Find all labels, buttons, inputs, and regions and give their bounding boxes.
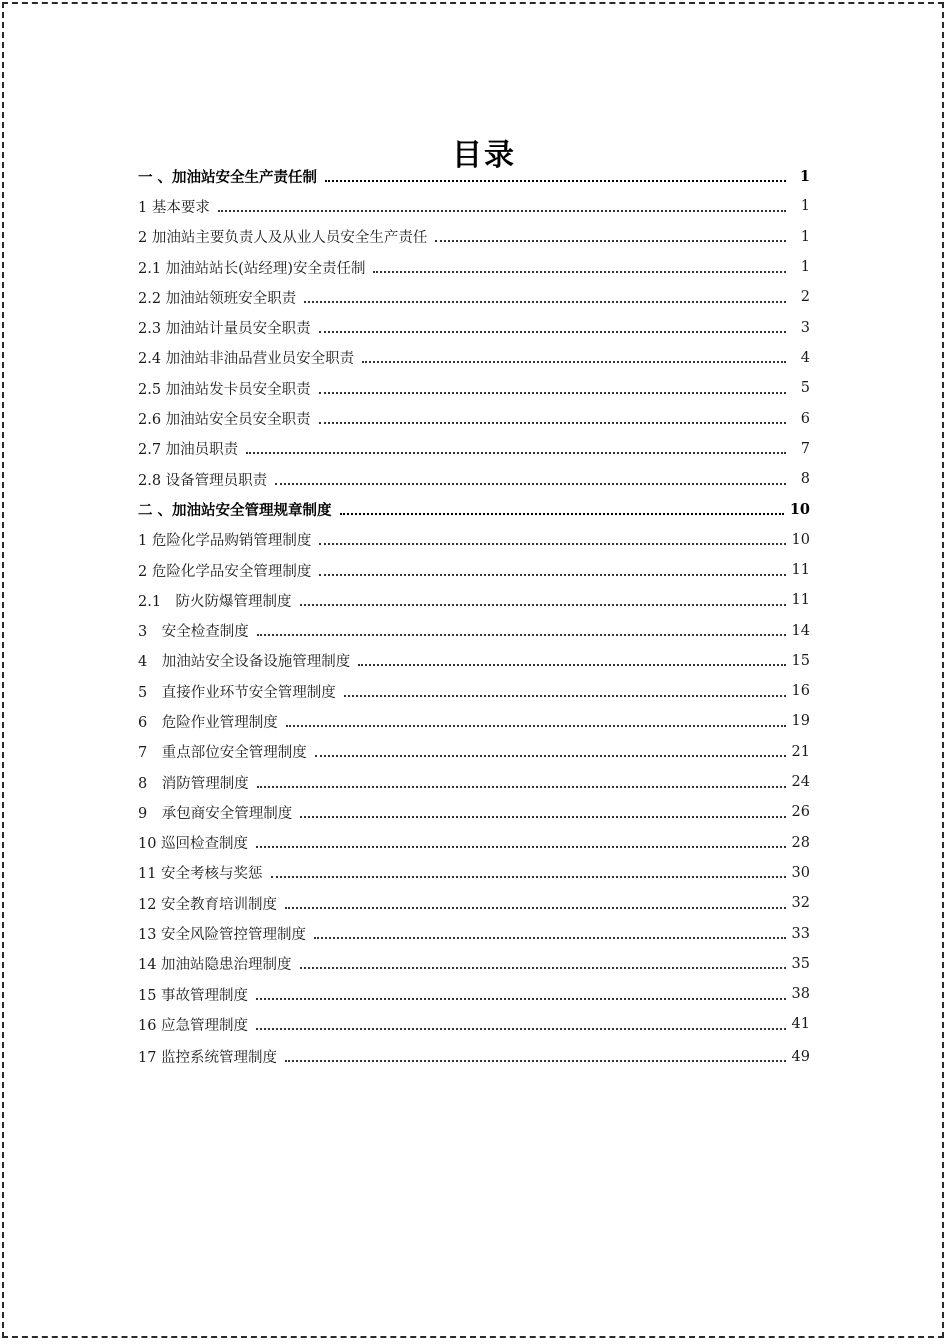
toc-entry[interactable] <box>138 646 810 676</box>
toc-page-number: 24 <box>791 774 810 791</box>
dot-leader <box>285 907 785 909</box>
toc-entry-label: 2.8 设备管理员职责 <box>138 472 268 489</box>
toc-entry[interactable] <box>138 1042 810 1072</box>
toc-entry[interactable] <box>138 615 810 645</box>
dot-leader <box>319 422 786 424</box>
toc-section-heading[interactable] <box>138 161 810 191</box>
toc-entry-label: 2.4 加油站非油品营业员安全职责 <box>138 351 355 368</box>
toc-entry-label: 13 安全风险管控管理制度 <box>138 927 307 944</box>
toc-entry[interactable] <box>138 434 810 464</box>
toc-section-heading[interactable] <box>138 494 810 524</box>
toc-entry-label: 2.1 加油站站长(站经理)安全责任制 <box>138 260 366 277</box>
dot-leader <box>256 998 785 1000</box>
toc-page-number: 35 <box>791 955 810 972</box>
toc-entry-label: 17 监控系统管理制度 <box>138 1050 278 1067</box>
toc-entry-label: 4 加油站安全设备设施管理制度 <box>138 654 351 671</box>
toc-entry[interactable] <box>138 828 810 858</box>
toc-entry-label: 3 安全检查制度 <box>138 624 249 641</box>
toc-entry-label: 2 加油站主要负责人及从业人员安全生产责任 <box>138 230 428 247</box>
toc-entry[interactable] <box>138 312 810 342</box>
toc-page-number: 6 <box>800 410 810 427</box>
toc-entry-label: 6 危险作业管理制度 <box>138 714 278 731</box>
dot-leader <box>319 574 785 576</box>
toc-entry-label: 1 基本要求 <box>138 199 210 216</box>
toc-entry-label: 一 、加油站安全生产责任制 <box>138 168 318 186</box>
toc-entry-label: 2.5 加油站发卡员安全职责 <box>138 381 311 398</box>
toc-page-number: 49 <box>791 1048 810 1065</box>
dot-leader <box>319 543 785 545</box>
toc-entry[interactable] <box>138 949 810 979</box>
toc-entry-label: 9 承包商安全管理制度 <box>138 805 293 822</box>
dot-leader <box>344 695 786 697</box>
dot-leader <box>300 816 785 818</box>
toc-page-number: 15 <box>791 652 810 669</box>
toc-page-number: 11 <box>791 562 810 578</box>
toc-entry[interactable] <box>138 858 810 888</box>
toc-entry-label: 5 直接作业环节安全管理制度 <box>138 684 336 701</box>
toc-entry[interactable] <box>138 706 810 736</box>
table-of-contents <box>138 161 810 1072</box>
toc-page-number: 30 <box>791 864 810 881</box>
toc-page-number: 28 <box>791 834 810 851</box>
dot-leader <box>257 786 786 788</box>
toc-entry-label: 2.3 加油站计量员安全职责 <box>138 321 311 338</box>
toc-page-number: 10 <box>791 531 810 548</box>
toc-entry-label: 2.7 加油员职责 <box>138 442 239 459</box>
toc-entry-label: 15 事故管理制度 <box>138 987 249 1004</box>
toc-page-number: 1 <box>800 228 810 245</box>
toc-entry[interactable] <box>138 373 810 403</box>
toc-page-number: 19 <box>791 713 810 730</box>
toc-entry-label: 12 安全教育培训制度 <box>138 896 278 913</box>
toc-page-number: 26 <box>791 804 810 821</box>
dot-leader <box>325 180 786 182</box>
toc-entry-label: 10 巡回检查制度 <box>138 836 249 853</box>
toc-page-number: 11 <box>791 592 810 609</box>
toc-entry[interactable] <box>138 888 810 918</box>
dot-leader <box>340 513 784 515</box>
dot-leader <box>300 967 786 969</box>
toc-page-number: 33 <box>791 925 810 942</box>
toc-page-number: 41 <box>791 1016 810 1033</box>
dot-leader <box>319 392 786 394</box>
dot-leader <box>218 210 786 212</box>
toc-entry[interactable] <box>138 797 810 827</box>
toc-entry[interactable] <box>138 737 810 767</box>
toc-entry-label: 二 、加油站安全管理规章制度 <box>138 501 332 519</box>
dot-leader <box>362 361 786 363</box>
toc-page-number: 7 <box>800 440 810 457</box>
toc-entry[interactable] <box>138 585 810 615</box>
toc-page-number: 10 <box>789 500 810 518</box>
dot-leader <box>304 301 786 303</box>
toc-entry[interactable] <box>138 676 810 706</box>
toc-page-number: 21 <box>791 743 810 760</box>
toc-page-number: 1 <box>800 198 810 215</box>
toc-page-number: 32 <box>791 895 810 912</box>
dot-leader <box>256 1028 785 1030</box>
toc-page-number: 3 <box>800 319 810 336</box>
dot-leader <box>246 452 786 454</box>
toc-entry[interactable] <box>138 282 810 312</box>
toc-entry-label: 7 重点部位安全管理制度 <box>138 745 307 762</box>
dot-leader <box>314 937 785 939</box>
toc-entry[interactable] <box>138 767 810 797</box>
toc-title: 目录 <box>452 138 516 173</box>
toc-entry-label: 2.1 防火防爆管理制度 <box>138 593 292 610</box>
toc-entry[interactable] <box>138 525 810 555</box>
toc-page-number: 8 <box>800 471 810 488</box>
toc-page-number: 38 <box>791 986 810 1003</box>
toc-page-number: 5 <box>800 380 810 397</box>
toc-entry[interactable] <box>138 555 810 585</box>
toc-entry-label: 14 加油站隐患治理制度 <box>138 957 292 974</box>
dot-leader <box>315 755 786 757</box>
toc-page-number: 14 <box>791 622 810 639</box>
toc-entry-label: 2.6 加油站安全员安全职责 <box>138 412 311 429</box>
dot-leader <box>286 725 786 727</box>
toc-entry-label: 2.2 加油站领班安全职责 <box>138 290 297 307</box>
dot-leader <box>300 604 786 606</box>
toc-entry-label: 11 安全考核与奖惩 <box>138 866 263 883</box>
dot-leader <box>275 483 786 485</box>
toc-entry[interactable] <box>138 979 810 1009</box>
toc-page-number: 4 <box>800 349 810 366</box>
dot-leader <box>319 331 786 333</box>
toc-entry[interactable] <box>138 403 810 433</box>
dot-leader <box>285 1060 785 1062</box>
dot-leader <box>256 846 785 848</box>
toc-page-number: 16 <box>791 683 810 700</box>
toc-page-number: 1 <box>799 167 810 185</box>
toc-entry[interactable] <box>138 343 810 373</box>
dot-leader <box>358 664 785 666</box>
toc-entry-label: 16 应急管理制度 <box>138 1017 249 1034</box>
toc-entry[interactable] <box>138 191 810 221</box>
toc-entry[interactable] <box>138 1009 810 1039</box>
dot-leader <box>435 240 786 242</box>
toc-entry-label: 2 危险化学品安全管理制度 <box>138 563 312 580</box>
dot-leader <box>373 271 786 273</box>
toc-entry[interactable] <box>138 918 810 948</box>
toc-entry-label: 8 消防管理制度 <box>138 775 249 792</box>
toc-entry[interactable] <box>138 464 810 494</box>
dot-leader <box>271 876 786 878</box>
toc-page-number: 2 <box>800 289 810 306</box>
toc-page-number: 1 <box>800 259 810 276</box>
toc-entry[interactable] <box>138 252 810 282</box>
toc-entry-label: 1 危险化学品购销管理制度 <box>138 533 312 550</box>
dot-leader <box>257 634 786 636</box>
toc-entry[interactable] <box>138 222 810 252</box>
